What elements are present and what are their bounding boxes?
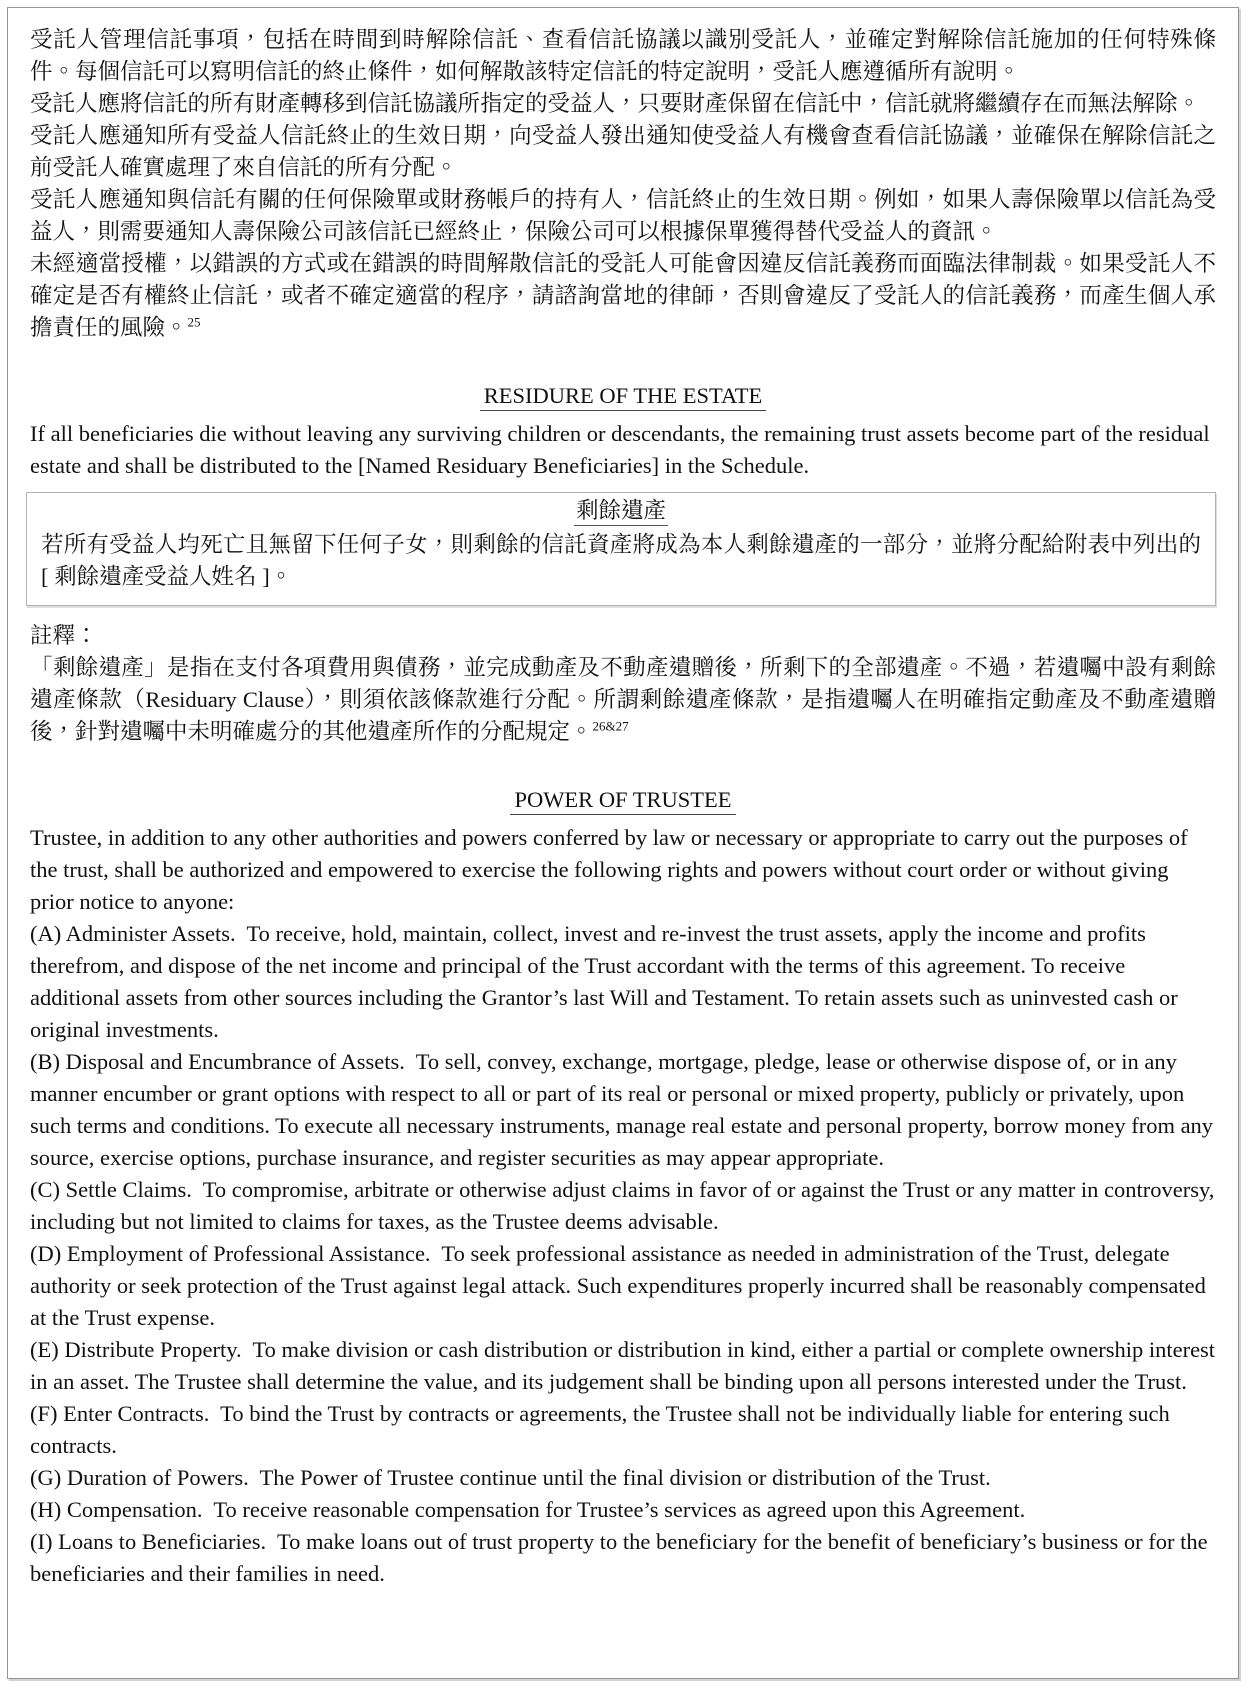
paragraph-zh-2: 受託人應將信託的所有財產轉移到信託協議所指定的受益人，只要財產保留在信託中，信託就將繼續存在而無法解除。 <box>30 91 1201 116</box>
paragraph-zh-5-text: 未經適當授權，以錯誤的方式或在錯誤的時間解散信託的受託人可能會因違反信託義務而面臨法律制裁。如果受託人不確定是否有權終止信託，或者不確定適當的程序，請諮詢當地的律師，否則會違反了受託人的信託義務，而產生個人承擔責任的風險。 <box>30 251 1216 340</box>
paragraph-zh-5 <box>30 248 1216 344</box>
notes-paragraph-text: 「剩餘遺產」是指在支付各項費用與債務，並完成動產及不動產遺贈後，所剩下的全部遺產。不過，若遺囑中設有剩餘遺產條款（Residuary Clause），則須依該條款進行分配。所謂剩餘遺產條款，是指遺囑人在明確指定動產及不動產遺贈後，針對遺囑中未明確處分的其他遺產所作的分配規定。 <box>30 655 1216 744</box>
trust-termination-section <box>30 24 1216 344</box>
residue-translation-box <box>26 492 1216 606</box>
power-intro-paragraph: Trustee, in addition to any other authorities and powers conferred by law or necessary or appropriate to carry out the purposes of the trust, shall be authorized and empowered to exercise the following rights and powers without court order or without giving prior notice to anyone: <box>30 825 1194 914</box>
residue-box-heading-text: 剩餘遺產 <box>574 498 668 526</box>
power-item-d: (D) Employment of Professional Assistance. To seek professional assistance as needed in administration of the Trust, delegate authority or seek protection of the Trust against legal attack. Such expenditures properly incurred shall be reasonably compensated at the Trust expense. <box>30 1241 1212 1330</box>
notes-paragraph <box>30 652 1216 748</box>
document-page <box>7 7 1239 1679</box>
power-item-h: (H) Compensation. To receive reasonable compensation for Trustee’s services as agreed upon this Agreement. <box>30 1497 1026 1522</box>
power-item-f: (F) Enter Contracts. To bind the Trust by contracts or agreements, the Trustee shall not be individually liable for entering such contracts. <box>30 1401 1176 1458</box>
residue-body-paragraph: If all beneficiaries die without leaving any surviving children or descendants, the remaining trust assets become part of the residual estate and shall be distributed to the [Named Residuary Beneficiaries] in the Schedule. <box>30 421 1210 478</box>
power-section-heading <box>30 784 1216 816</box>
residue-of-estate-section <box>30 380 1216 748</box>
footnote-ref-25: 25 <box>187 314 201 330</box>
power-heading-text: POWER OF TRUSTEE <box>510 787 735 815</box>
power-item-i: (I) Loans to Beneficiaries. To make loans out of trust property to the beneficiary for the benefit of beneficiary’s business or for the beneficiaries and their families in need. <box>30 1529 1214 1586</box>
power-item-c: (C) Settle Claims. To compromise, arbitrate or otherwise adjust claims in favor of or against the Trust or any matter in controversy, including but not limited to claims for taxes, as the Trustee deems advisable. <box>30 1177 1221 1234</box>
residue-section-heading <box>30 380 1216 412</box>
paragraph-zh-3: 受託人應通知所有受益人信託終止的生效日期，向受益人發出通知使受益人有機會查看信託協議，並確保在解除信託之前受託人確實處理了來自信託的所有分配。 <box>30 123 1216 180</box>
residue-box-heading <box>41 495 1201 527</box>
notes-label: 註釋： <box>30 623 98 648</box>
power-item-e: (E) Distribute Property. To make division or cash distribution or distribution in kind, either a partial or complete ownership interest in an asset. The Trustee shall determine the value, and its judgement shall be binding upon all persons interested under the Trust. <box>30 1337 1221 1394</box>
residue-heading-text: RESIDURE OF THE ESTATE <box>480 383 766 411</box>
power-of-trustee-section <box>30 784 1221 1590</box>
power-item-a: (A) Administer Assets. To receive, hold, maintain, collect, invest and re-invest the trust assets, apply the income and profits therefrom, and dispose of the net income and principal of the Trust accordant with the terms of this agreement. To receive additional assets from other sources including the Grantor’s last Will and Testament. To retain assets such as uninvested cash or original investments. <box>30 921 1184 1042</box>
footnote-ref-26-27: 26&27 <box>592 718 629 734</box>
power-item-b: (B) Disposal and Encumbrance of Assets. To sell, convey, exchange, mortgage, pledge, lease or otherwise dispose of, or in any manner encumber or grant options with respect to all or part of its real or personal or mixed property, publicly or privately, upon such terms and conditions. To execute all necessary instruments, manage real estate and personal property, borrow money from any source, exercise options, purchase insurance, and register securities as may appear appropriate. <box>30 1049 1219 1170</box>
paragraph-zh-4: 受託人應通知與信託有關的任何保險單或財務帳戶的持有人，信託終止的生效日期。例如，如果人壽保險單以信託為受益人，則需要通知人壽保險公司該信託已經終止，保險公司可以根據保單獲得替代受益人的資訊。 <box>30 187 1216 244</box>
residue-box-body: 若所有受益人均死亡且無留下任何子女，則剩餘的信託資產將成為本人剩餘遺產的一部分，並將分配給附表中列出的 [ 剩餘遺產受益人姓名 ]。 <box>41 532 1201 589</box>
power-item-g: (G) Duration of Powers. The Power of Trustee continue until the final division or distribution of the Trust. <box>30 1465 991 1490</box>
paragraph-zh-1: 受託人管理信託事項，包括在時間到時解除信託、查看信託協議以識別受託人，並確定對解除信託施加的任何特殊條件。每個信託可以寫明信託的終止條件，如何解散該特定信託的特定說明，受託人應遵循所有說明。 <box>30 27 1216 84</box>
